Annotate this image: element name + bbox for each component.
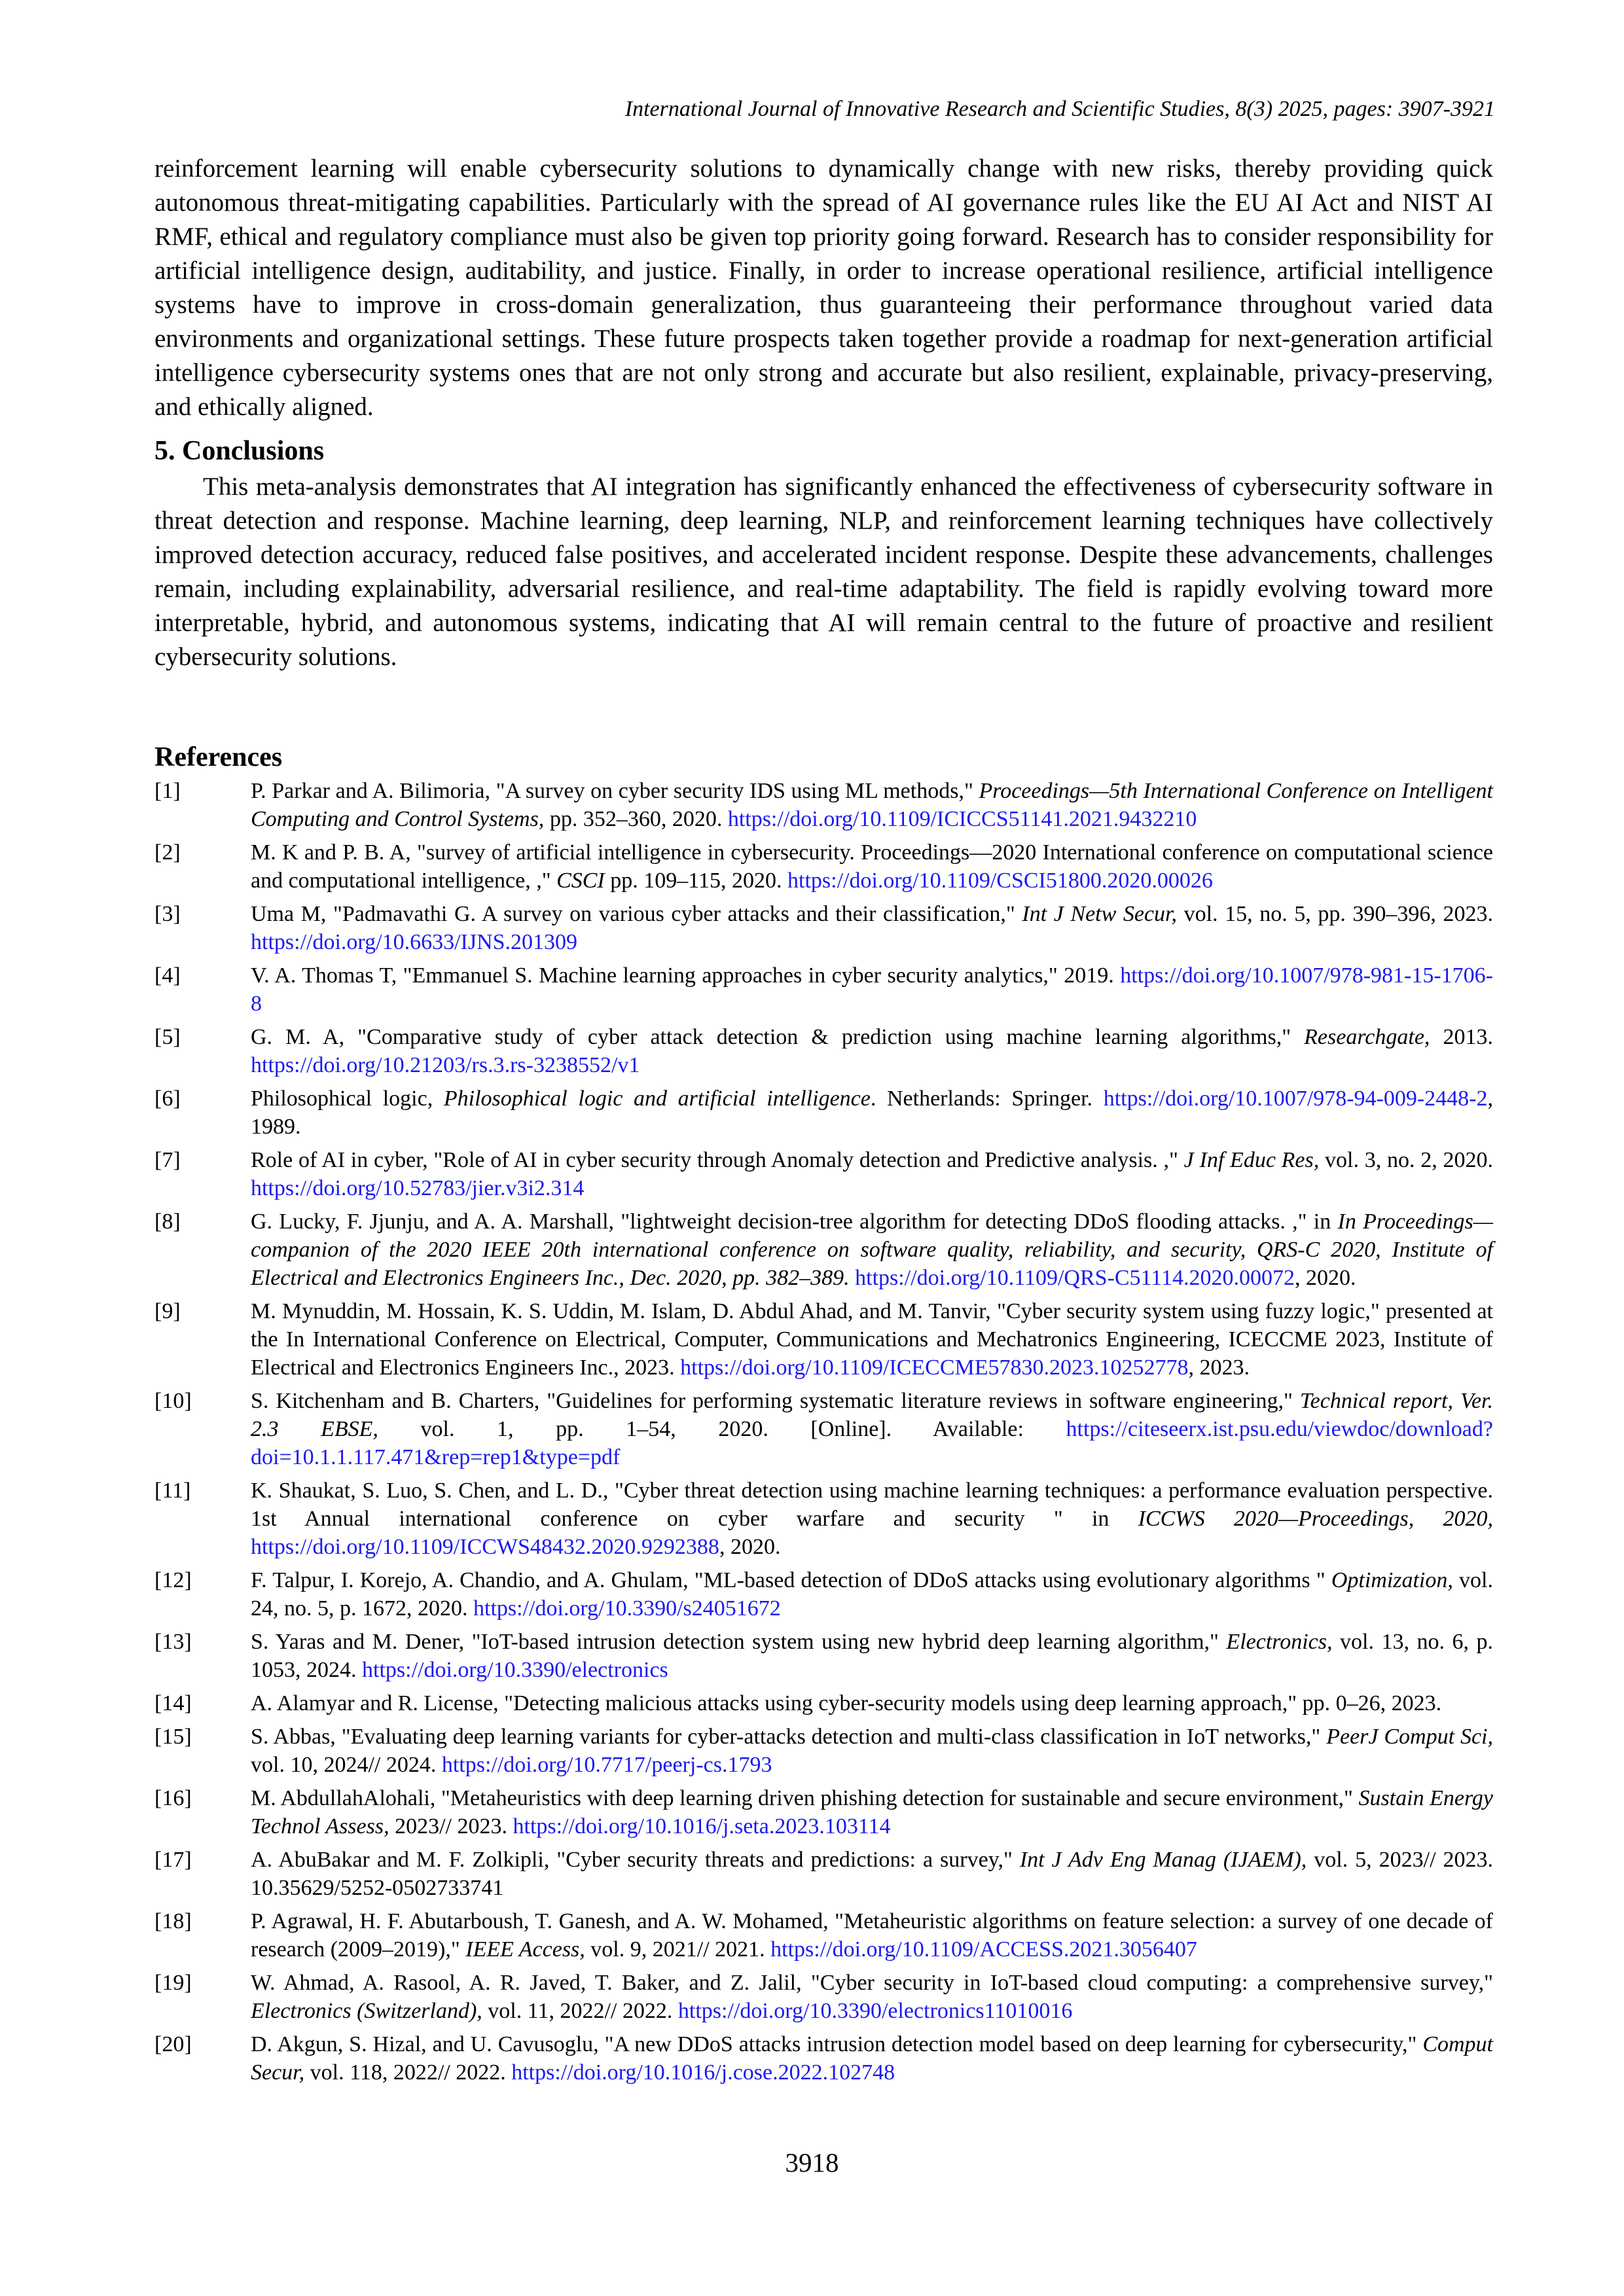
reference-authors-title: W. Ahmad, A. Rasool, A. R. Javed, T. Baker, and Z. Jalil, "Cyber security in IoT-based cloud computing: a comprehensive survey," — [251, 1971, 1493, 1995]
reference-text — [251, 777, 1493, 833]
reference-venue: Electronics, — [1226, 1630, 1333, 1654]
reference-venue: ICCWS 2020—Proceedings, 2020, — [1138, 1507, 1493, 1531]
reference-number: [7] — [154, 1148, 181, 1172]
reference-details: vol. 11, 2022// 2022. — [482, 1999, 678, 2023]
reference-doi-link[interactable]: https://doi.org/10.7717/peerj-cs.1793 — [441, 1753, 772, 1777]
reference-item — [154, 1146, 1493, 1202]
reference-venue: IEEE Access, — [465, 1937, 585, 1962]
reference-doi-link[interactable]: https://doi.org/10.52783/jier.v3i2.314 — [251, 1176, 585, 1200]
reference-details: 2013. — [1430, 1025, 1493, 1049]
reference-venue: Proceedings—5th International Conference on Intelligent Computing and Control Systems, — [251, 779, 1493, 831]
reference-suffix: , 1989. — [251, 1086, 1493, 1139]
reference-number: [2] — [154, 840, 181, 865]
reference-number: [14] — [154, 1691, 192, 1715]
reference-text — [251, 1689, 1493, 1717]
reference-venue: Philosophical logic and artificial intelligence — [443, 1086, 871, 1111]
reference-text — [251, 1387, 1493, 1471]
reference-text — [251, 2030, 1493, 2087]
reference-item — [154, 838, 1493, 895]
reference-doi-link[interactable]: https://doi.org/10.1109/ACCESS.2021.3056407 — [770, 1937, 1197, 1962]
reference-item — [154, 900, 1493, 956]
reference-authors-title: M. AbdullahAlohali, "Metaheuristics with deep learning driven phishing detection for sustainable and secure environment," — [251, 1786, 1359, 1810]
reference-authors-title: M. Mynuddin, M. Hossain, K. S. Uddin, M. Islam, D. Abdul Ahad, and M. Tanvir, "Cyber security system using fuzzy logic," presented at the In International Conference on Electrical, Computer, Communications and Mechatronics Engineering, ICECCME 2023, Institute of Electrical and Electronics Engineers Inc., 2023. — [251, 1299, 1493, 1380]
reference-venue: J Inf Educ Res, — [1183, 1148, 1320, 1172]
reference-doi-link[interactable]: https://doi.org/10.1109/ICECCME57830.2023.10252778 — [680, 1355, 1189, 1380]
reference-authors-title: A. Alamyar and R. License, "Detecting malicious attacks using cyber-security models using deep learning approach," pp. 0–26, 2023. — [251, 1691, 1442, 1715]
reference-doi-link[interactable]: https://doi.org/10.1016/j.seta.2023.103114 — [513, 1814, 891, 1839]
reference-item — [154, 1723, 1493, 1779]
reference-item — [154, 961, 1493, 1018]
reference-item — [154, 1085, 1493, 1141]
reference-item — [154, 1969, 1493, 2025]
reference-number: [3] — [154, 902, 181, 926]
reference-details: vol. 1, pp. 1–54, 2020. [Online]. Available: — [378, 1417, 1066, 1441]
reference-doi-link[interactable]: https://doi.org/10.1109/CSCI51800.2020.00026 — [787, 869, 1213, 893]
page-number: 3918 — [785, 2147, 839, 2178]
reference-details: vol. 13, no. 6, p. 1053, 2024. — [251, 1630, 1493, 1682]
reference-suffix: , 2020. — [1295, 1266, 1356, 1290]
reference-venue: Technical report, Ver. 2.3 EBSE, — [251, 1389, 1493, 1441]
reference-text — [251, 1784, 1493, 1840]
reference-text — [251, 900, 1493, 956]
reference-doi-link[interactable]: https://doi.org/10.21203/rs.3.rs-3238552/v1 — [251, 1053, 640, 1077]
reference-details: vol. 118, 2022// 2022. — [304, 2060, 512, 2085]
reference-number: [20] — [154, 2032, 192, 2056]
reference-number: [19] — [154, 1971, 192, 1995]
reference-item — [154, 777, 1493, 833]
reference-doi-link[interactable]: https://doi.org/10.6633/IJNS.201309 — [251, 930, 578, 954]
reference-authors-title: Philosophical logic, — [251, 1086, 444, 1111]
reference-item — [154, 2030, 1493, 2087]
reference-suffix: , 2020. — [719, 1535, 781, 1559]
reference-number: [9] — [154, 1299, 181, 1323]
reference-authors-title: P. Parkar and A. Bilimoria, "A survey on cyber security IDS using ML methods," — [251, 779, 979, 803]
reference-authors-title: G. M. A, "Comparative study of cyber attack detection & prediction using machine learning algorithms," — [251, 1025, 1305, 1049]
reference-item — [154, 1907, 1493, 1964]
reference-venue: PeerJ Comput Sci, — [1326, 1725, 1493, 1749]
reference-item — [154, 1477, 1493, 1561]
reference-text — [251, 1628, 1493, 1684]
conclusions-paragraph: This meta-analysis demonstrates that AI integration has significantly enhanced the effectiveness of cybersecurity software in threat detection and response. Machine learning, deep learning, NLP, and reinforcement learning techniques have collectively improved detection accuracy, reduced false positives, and accelerated incident response. Despite these advancements, challenges remain, including explainability, adversarial resilience, and real-time adaptability. The field is rapidly evolving toward more interpretable, hybrid, and autonomous systems, indicating that AI will remain central to the future of proactive and resilient cybersecurity solutions. — [154, 473, 1493, 671]
reference-text — [251, 1477, 1493, 1561]
reference-details: pp. 352–360, 2020. — [544, 807, 728, 831]
reference-authors-title: K. Shaukat, S. Luo, S. Chen, and L. D., "Cyber threat detection using machine learning techniques: a performance evaluation perspective. 1st Annual international conference on cyber warfare and security " in — [251, 1479, 1493, 1531]
reference-details: 2023// 2023. — [389, 1814, 513, 1839]
reference-details: vol. 3, no. 2, 2020. — [1319, 1148, 1494, 1172]
reference-suffix: , 2023. — [1188, 1355, 1250, 1380]
reference-details: pp. 109–115, 2020. — [604, 869, 788, 893]
reference-authors-title: S. Abbas, "Evaluating deep learning variants for cyber-attacks detection and multi-class classification in IoT networks," — [251, 1725, 1327, 1749]
references-heading: References — [154, 742, 283, 772]
reference-authors-title: G. Lucky, F. Jjunju, and A. A. Marshall, "lightweight decision-tree algorithm for detecting DDoS flooding attacks. ," in — [251, 1210, 1338, 1234]
reference-item — [154, 1566, 1493, 1623]
reference-text — [251, 961, 1493, 1018]
reference-item — [154, 1628, 1493, 1684]
reference-details: vol. 5, 2023// 2023. 10.35629/5252-0502733741 — [251, 1848, 1493, 1900]
reference-number: [17] — [154, 1848, 192, 1872]
reference-text — [251, 1846, 1493, 1902]
reference-text — [251, 838, 1493, 895]
reference-text — [251, 1208, 1493, 1292]
reference-venue: Int J Adv Eng Manag (IJAEM), — [1019, 1848, 1307, 1872]
reference-number: [10] — [154, 1389, 192, 1413]
reference-number: [5] — [154, 1025, 181, 1049]
reference-doi-link[interactable]: https://doi.org/10.1007/978-981-15-1706-8 — [251, 963, 1493, 1016]
reference-authors-title: S. Yaras and M. Dener, "IoT-based intrusion detection system using new hybrid deep learning algorithm," — [251, 1630, 1227, 1654]
reference-details: vol. 9, 2021// 2021. — [585, 1937, 771, 1962]
reference-authors-title: V. A. Thomas T, "Emmanuel S. Machine learning approaches in cyber security analytics," 2019. — [251, 963, 1121, 988]
reference-authors-title: D. Akgun, S. Hizal, and U. Cavusoglu, "A new DDoS attacks intrusion detection model based on deep learning for cybersecurity," — [251, 2032, 1423, 2056]
reference-doi-link[interactable]: https://citeseerx.ist.psu.edu/viewdoc/download?doi=10.1.1.117.471&rep=rep1&type=pdf — [251, 1417, 1493, 1469]
reference-doi-link[interactable]: https://doi.org/10.3390/s24051672 — [473, 1596, 781, 1621]
reference-authors-title: S. Kitchenham and B. Charters, "Guidelines for performing systematic literature reviews in software engineering," — [251, 1389, 1300, 1413]
reference-text — [251, 1023, 1493, 1079]
reference-authors-title: A. AbuBakar and M. F. Zolkipli, "Cyber security threats and predictions: a survey," — [251, 1848, 1020, 1872]
reference-details: vol. 24, no. 5, p. 1672, 2020. — [251, 1568, 1493, 1621]
reference-number: [16] — [154, 1786, 192, 1810]
reference-doi-link[interactable]: https://doi.org/10.1109/QRS-C51114.2020.00072 — [855, 1266, 1295, 1290]
reference-number: [11] — [154, 1479, 191, 1503]
reference-doi-link[interactable]: https://doi.org/10.3390/electronics11010016 — [677, 1999, 1073, 2023]
reference-number: [8] — [154, 1210, 181, 1234]
reference-details: vol. 15, no. 5, pp. 390–396, 2023. — [1177, 902, 1493, 926]
reference-text — [251, 1907, 1493, 1964]
reference-details: . Netherlands: Springer. — [870, 1086, 1104, 1111]
reference-number: [18] — [154, 1909, 192, 1933]
reference-doi-link[interactable]: https://doi.org/10.1016/j.cose.2022.102748 — [511, 2060, 895, 2085]
reference-venue: Comput Secur, — [251, 2032, 1493, 2085]
reference-item — [154, 1023, 1493, 1079]
reference-number: [13] — [154, 1630, 192, 1654]
reference-authors-title: P. Agrawal, H. F. Abutarboush, T. Ganesh, and A. W. Mohamed, "Metaheuristic algorithms on feature selection: a survey of one decade of research (2009–2019)," — [251, 1909, 1493, 1962]
reference-text — [251, 1146, 1493, 1202]
reference-text — [251, 1723, 1493, 1779]
reference-number: [12] — [154, 1568, 192, 1592]
reference-venue: Int J Netw Secur, — [1022, 902, 1178, 926]
reference-text — [251, 1566, 1493, 1623]
intro-paragraph: reinforcement learning will enable cybersecurity solutions to dynamically change with new risks, thereby providing quick autonomous threat-mitigating capabilities. Particularly with the spread of AI governance rules like the EU AI Act and NIST AI RMF, ethical and regulatory compliance must also be given top priority going forward. Research has to consider responsibility for artificial intelligence design, auditability, and justice. Finally, in order to increase operational resilience, artificial intelligence systems have to improve in cross-domain generalization, thus guaranteeing their performance throughout varied data environments and organizational settings. These future prospects taken together provide a roadmap for next-generation artificial intelligence cybersecurity systems ones that are not only strong and accurate but also resilient, explainable, privacy-preserving, and ethically aligned. — [154, 154, 1493, 421]
reference-venue: In Proceedings—companion of the 2020 IEEE 20th international conference on software quality, reliability, and security, QRS-C 2020, Institute of Electrical and Electronics Engineers Inc., Dec. 2020, pp. 382–389. — [251, 1210, 1494, 1290]
reference-item — [154, 1387, 1493, 1471]
reference-details: vol. 10, 2024// 2024. — [251, 1753, 442, 1777]
reference-item — [154, 1784, 1493, 1840]
reference-number: [4] — [154, 963, 181, 988]
reference-venue: Electronics (Switzerland), — [251, 1999, 482, 2023]
reference-doi-link[interactable]: https://doi.org/10.1007/978-94-009-2448-2 — [1103, 1086, 1488, 1111]
reference-item — [154, 1297, 1493, 1382]
reference-doi-link[interactable]: https://doi.org/10.3390/electronics — [362, 1658, 668, 1682]
reference-number: [15] — [154, 1725, 192, 1749]
references-list — [154, 777, 1493, 2092]
reference-doi-link[interactable]: https://doi.org/10.1109/ICICCS51141.2021.9432210 — [727, 807, 1197, 831]
reference-text — [251, 1085, 1493, 1141]
reference-venue: Researchgate, — [1304, 1025, 1430, 1049]
reference-number: [6] — [154, 1086, 181, 1111]
reference-venue: Sustain Energy Technol Assess, — [251, 1786, 1494, 1839]
reference-authors-title: F. Talpur, I. Korejo, A. Chandio, and A. Ghulam, "ML-based detection of DDoS attacks using evolutionary algorithms " — [251, 1568, 1331, 1592]
conclusions-heading: 5. Conclusions — [154, 436, 325, 466]
reference-authors-title: Uma M, "Padmavathi G. A survey on various cyber attacks and their classification," — [251, 902, 1022, 926]
reference-number: [1] — [154, 779, 181, 803]
reference-authors-title: M. K and P. B. A, "survey of artificial intelligence in cybersecurity. Proceedings—2020 International conference on computational science and computational intelligence, ," — [251, 840, 1493, 893]
reference-text — [251, 1969, 1493, 2025]
reference-authors-title: Role of AI in cyber, "Role of AI in cyber security through Anomaly detection and Predictive analysis. ," — [251, 1148, 1184, 1172]
reference-item — [154, 1689, 1493, 1717]
reference-venue: CSCI — [556, 869, 605, 893]
reference-venue: Optimization, — [1331, 1568, 1453, 1592]
running-header: International Journal of Innovative Research and Scientific Studies, 8(3) 2025, pages: 3907-3921 — [624, 97, 1495, 121]
reference-item — [154, 1846, 1493, 1902]
reference-doi-link[interactable]: https://doi.org/10.1109/ICCWS48432.2020.9292388 — [251, 1535, 719, 1559]
reference-text — [251, 1297, 1493, 1382]
reference-item — [154, 1208, 1493, 1292]
